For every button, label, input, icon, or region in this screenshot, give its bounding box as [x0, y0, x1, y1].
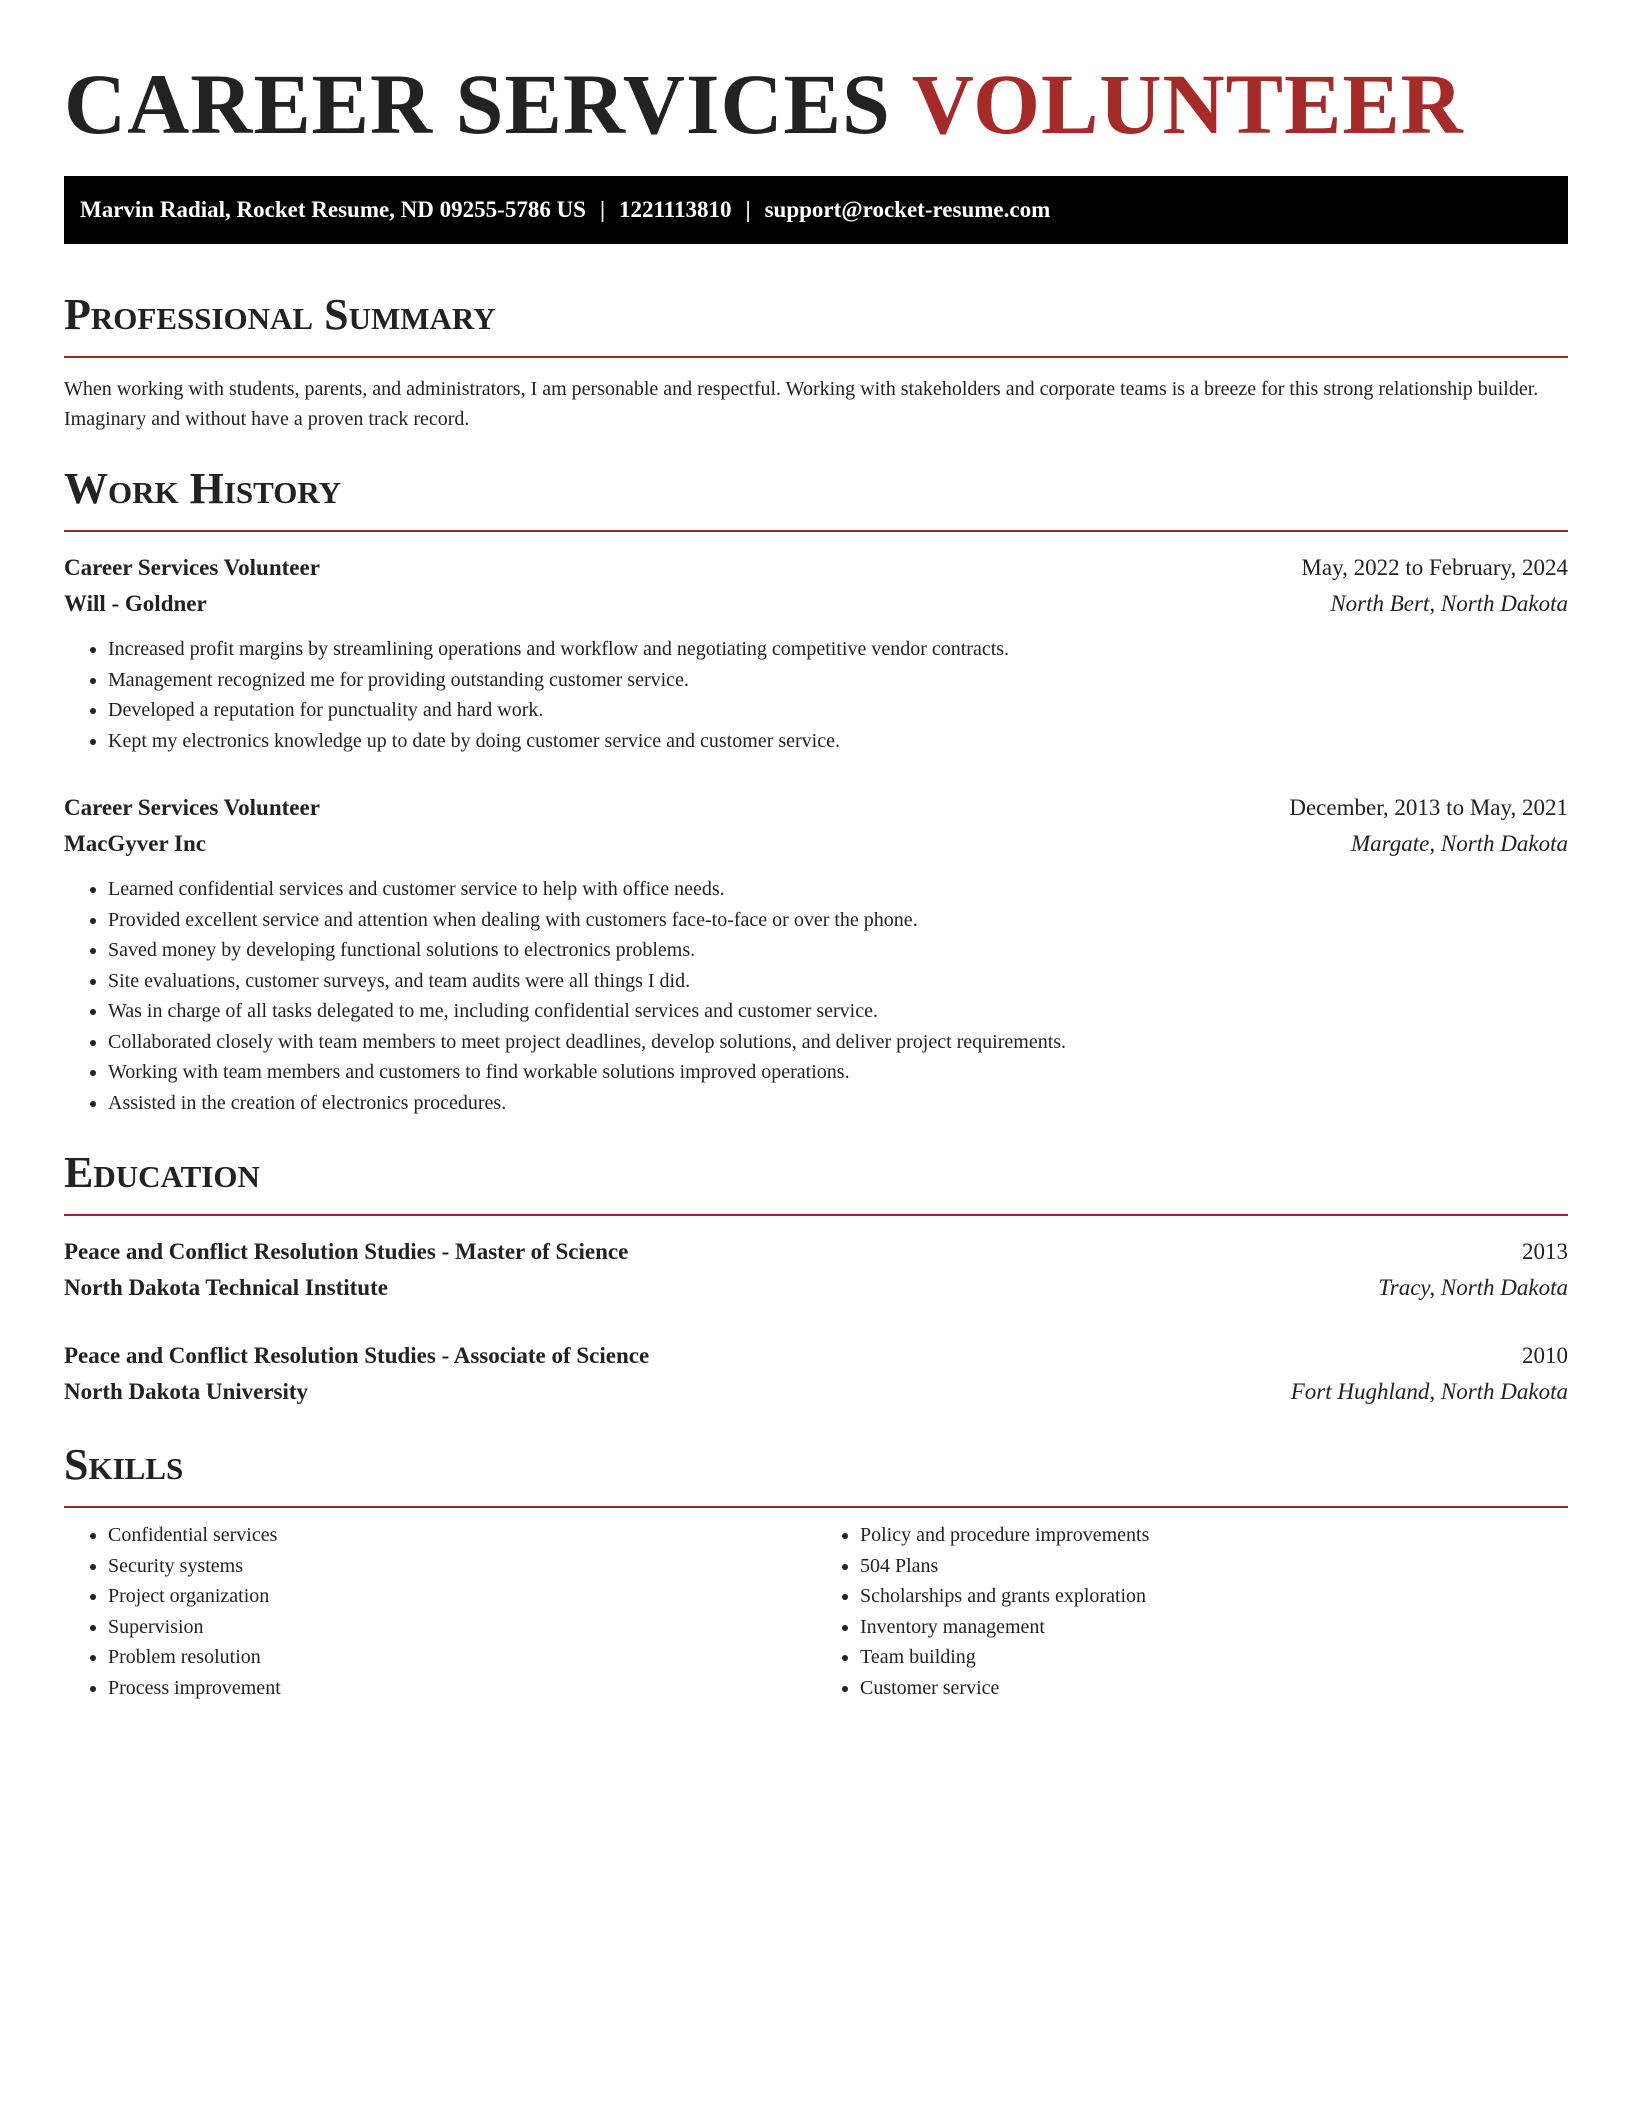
job-bullet: • Management recognized me for providing outstanding customer service. — [108, 665, 1568, 696]
section-divider — [64, 1506, 1568, 1508]
skill-item: • Supervision — [108, 1612, 816, 1643]
contact-bar — [64, 176, 1568, 244]
resume-page — [64, 56, 1568, 1703]
job-bullet: • Working with team members and customers to find workable solutions improved operations. — [108, 1057, 1568, 1088]
education-school-row — [64, 1270, 1568, 1306]
title-accent: VOLUNTEER — [911, 56, 1464, 152]
education-location: Fort Hughland, North Dakota — [1290, 1379, 1568, 1404]
skill-item: • Security systems — [108, 1551, 816, 1582]
education-heading: Education — [64, 1148, 260, 1197]
skills-list-left — [64, 1520, 816, 1703]
work-history-section — [64, 464, 1568, 1118]
skill-item: • Customer service — [860, 1673, 1568, 1704]
title-main: CAREER SERVICES — [64, 56, 891, 152]
education-school-row — [64, 1374, 1568, 1410]
job-entry — [64, 790, 1568, 1118]
job-bullet: • Collaborated closely with team members to meet project deadlines, develop solutions, and deliver project requirements. — [108, 1027, 1568, 1058]
summary-text: When working with students, parents, and administrators, I am personable and respectful. Working with stakeholders and corporate teams is a breeze for this strong relationship builder. Imaginary and without have a proven track record. — [64, 378, 1539, 430]
job-bullet: • Developed a reputation for punctuality and hard work. — [108, 695, 1568, 726]
skills-heading: Skills — [64, 1440, 184, 1489]
job-company-row — [64, 586, 1568, 622]
work-history-heading: Work History — [64, 464, 342, 513]
job-company: MacGyver Inc — [64, 831, 207, 856]
skill-item: • Confidential services — [108, 1520, 816, 1551]
skill-item: • Problem resolution — [108, 1642, 816, 1673]
education-degree-row — [64, 1234, 1568, 1270]
education-year: 2013 — [1522, 1239, 1568, 1264]
summary-section — [64, 290, 1568, 434]
skill-item: • Inventory management — [860, 1612, 1568, 1643]
job-bullet-list — [64, 634, 1568, 756]
job-bullet: • Kept my electronics knowledge up to date by doing customer service and customer service. — [108, 726, 1568, 757]
contact-email: support@rocket-resume.com — [764, 197, 1051, 222]
section-divider — [64, 1214, 1568, 1216]
job-company-row — [64, 826, 1568, 862]
job-bullet: • Saved money by developing functional solutions to electronics problems. — [108, 935, 1568, 966]
education-degree: Peace and Conflict Resolution Studies - Master of Science — [64, 1239, 629, 1264]
skills-section — [64, 1440, 1568, 1703]
resume-title — [64, 56, 1568, 152]
job-bullet: • Site evaluations, customer surveys, and team audits were all things I did. — [108, 966, 1568, 997]
education-location: Tracy, North Dakota — [1378, 1275, 1568, 1300]
contact-separator: | — [599, 197, 606, 222]
job-company: Will - Goldner — [64, 591, 207, 616]
education-year: 2010 — [1522, 1343, 1568, 1368]
education-degree-row — [64, 1338, 1568, 1374]
skills-list-right — [816, 1520, 1568, 1703]
job-dates: May, 2022 to February, 2024 — [1301, 555, 1568, 580]
summary-heading: Professional Summary — [64, 290, 496, 339]
education-entry — [64, 1338, 1568, 1410]
skill-item: • Team building — [860, 1642, 1568, 1673]
skill-item: • Project organization — [108, 1581, 816, 1612]
education-section — [64, 1148, 1568, 1410]
education-school: North Dakota University — [64, 1379, 309, 1404]
job-bullet: • Was in charge of all tasks delegated to me, including confidential services and customer service. — [108, 996, 1568, 1027]
skill-item: • Process improvement — [108, 1673, 816, 1704]
job-entry — [64, 550, 1568, 756]
job-location: Margate, North Dakota — [1351, 831, 1568, 856]
job-dates: December, 2013 to May, 2021 — [1289, 795, 1568, 820]
skill-item: • Policy and procedure improvements — [860, 1520, 1568, 1551]
section-divider — [64, 356, 1568, 358]
job-header-row — [64, 550, 1568, 586]
section-divider — [64, 530, 1568, 532]
job-location: North Bert, North Dakota — [1330, 591, 1568, 616]
education-school: North Dakota Technical Institute — [64, 1275, 388, 1300]
skill-item: • 504 Plans — [860, 1551, 1568, 1582]
skills-columns — [64, 1520, 1568, 1703]
skill-item: • Scholarships and grants exploration — [860, 1581, 1568, 1612]
contact-address: Marvin Radial, Rocket Resume, ND 09255-5786 US — [80, 197, 586, 222]
job-header-row — [64, 790, 1568, 826]
job-title: Career Services Volunteer — [64, 795, 320, 820]
education-entry — [64, 1234, 1568, 1306]
job-title: Career Services Volunteer — [64, 555, 320, 580]
contact-separator: | — [745, 197, 751, 222]
job-bullet: • Provided excellent service and attention when dealing with customers face-to-face or over the phone. — [108, 905, 1568, 936]
job-bullet: • Assisted in the creation of electronics procedures. — [108, 1088, 1568, 1119]
job-bullet-list — [64, 874, 1568, 1118]
job-bullet: • Increased profit margins by streamlining operations and workflow and negotiating competitive vendor contracts. — [108, 634, 1568, 665]
job-bullet: • Learned confidential services and customer service to help with office needs. — [108, 874, 1568, 905]
contact-phone: 1221113810 — [619, 197, 732, 222]
education-degree: Peace and Conflict Resolution Studies - Associate of Science — [64, 1343, 650, 1368]
